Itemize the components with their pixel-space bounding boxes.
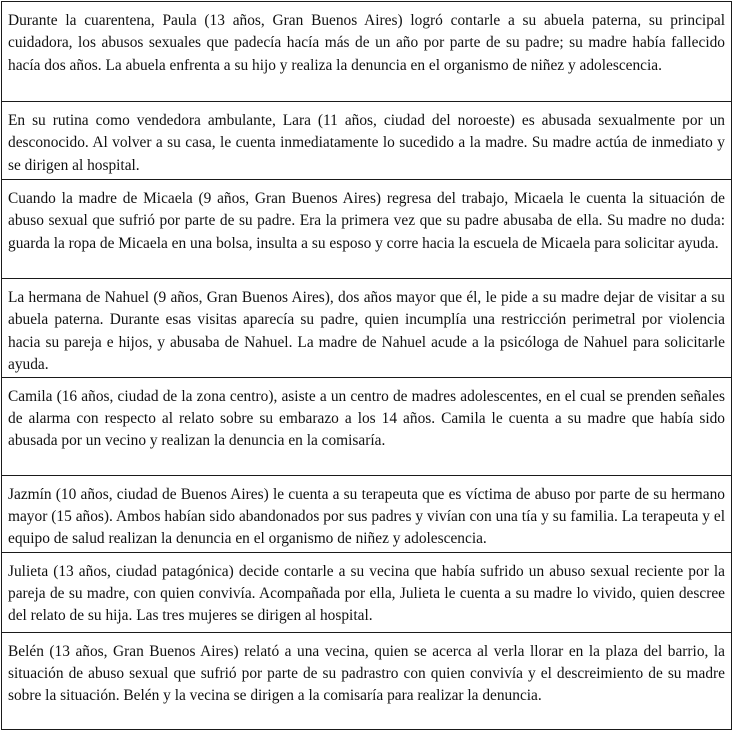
case-cell-julieta: Julieta (13 años, ciudad patagónica) decide contarle a su vecina que había sufrido un abuso sexual reciente por la pareja de su madre, con quien convivía. Acompañada por ella, Julieta le cuenta a su madre lo vivido, quien descree del relato de su hija. Las tres mujeres se dirigen al hospital. (2, 552, 732, 632)
case-cell-micaela: Cuando la madre de Micaela (9 años, Gran Buenos Aires) regresa del trabajo, Micaela le cuenta la situación de abuso sexual que sufrió por parte de su padre. Era la primera vez que su padre abusaba de ella. Su madre no duda: guarda la ropa de Micaela en una bolsa, insulta a su esposo y corre hacia la escuela de Micaela para solicitar ayuda. (2, 180, 732, 279)
case-cell-paula: Durante la cuarentena, Paula (13 años, Gran Buenos Aires) logró contarle a su abuela paterna, su principal cuidadora, los abusos sexuales que padecía hacía más de un año por parte de su padre; su madre había fallecido hacía dos años. La abuela enfrenta a su hijo y realiza la denuncia en el organismo de niñez y adolescencia. (2, 2, 732, 102)
table-row (2, 180, 732, 279)
case-table (1, 1, 732, 730)
case-cell-lara: En su rutina como vendedora ambulante, Lara (11 años, ciudad del noroeste) es abusada sexualmente por un desconocido. Al volver a su casa, le cuenta inmediatamente lo sucedido a la madre. Su madre actúa de inmediato y se dirigen al hospital. (2, 102, 732, 180)
table-row (2, 632, 732, 729)
case-cell-nahuel: La hermana de Nahuel (9 años, Gran Buenos Aires), dos años mayor que él, le pide a su madre dejar de visitar a su abuela paterna. Durante esas visitas aparecía su padre, quien incumplía una restricción perimetral por violencia hacia su pareja e hijos, y abusaba de Nahuel. La madre de Nahuel acude a la psicóloga de Nahuel para solicitarle ayuda. (2, 279, 732, 378)
table-row (2, 2, 732, 102)
table-row (2, 552, 732, 632)
table-row (2, 279, 732, 378)
table-row (2, 475, 732, 552)
table-row (2, 377, 732, 475)
table-row (2, 102, 732, 180)
case-cell-jazmin: Jazmín (10 años, ciudad de Buenos Aires) le cuenta a su terapeuta que es víctima de abuso por parte de su hermano mayor (15 años). Ambos habían sido abandonados por sus padres y vivían con una tía y su familia. La terapeuta y el equipo de salud realizan la denuncia en el organismo de niñez y adolescencia. (2, 475, 732, 552)
case-cell-belen: Belén (13 años, Gran Buenos Aires) relató a una vecina, quien se acerca al verla llorar en la plaza del barrio, la situación de abuso sexual que sufrió por parte de su padrastro con quien convivía y el descreimiento de su madre sobre la situación. Belén y la vecina se dirigen a la comisaría para realizar la denuncia. (2, 632, 732, 729)
case-cell-camila: Camila (16 años, ciudad de la zona centro), asiste a un centro de madres adolescentes, en el cual se prenden señales de alarma con respecto al relato sobre su embarazo a los 14 años. Camila le cuenta a su madre que había sido abusada por un vecino y realizan la denuncia en la comisaría. (2, 377, 732, 475)
